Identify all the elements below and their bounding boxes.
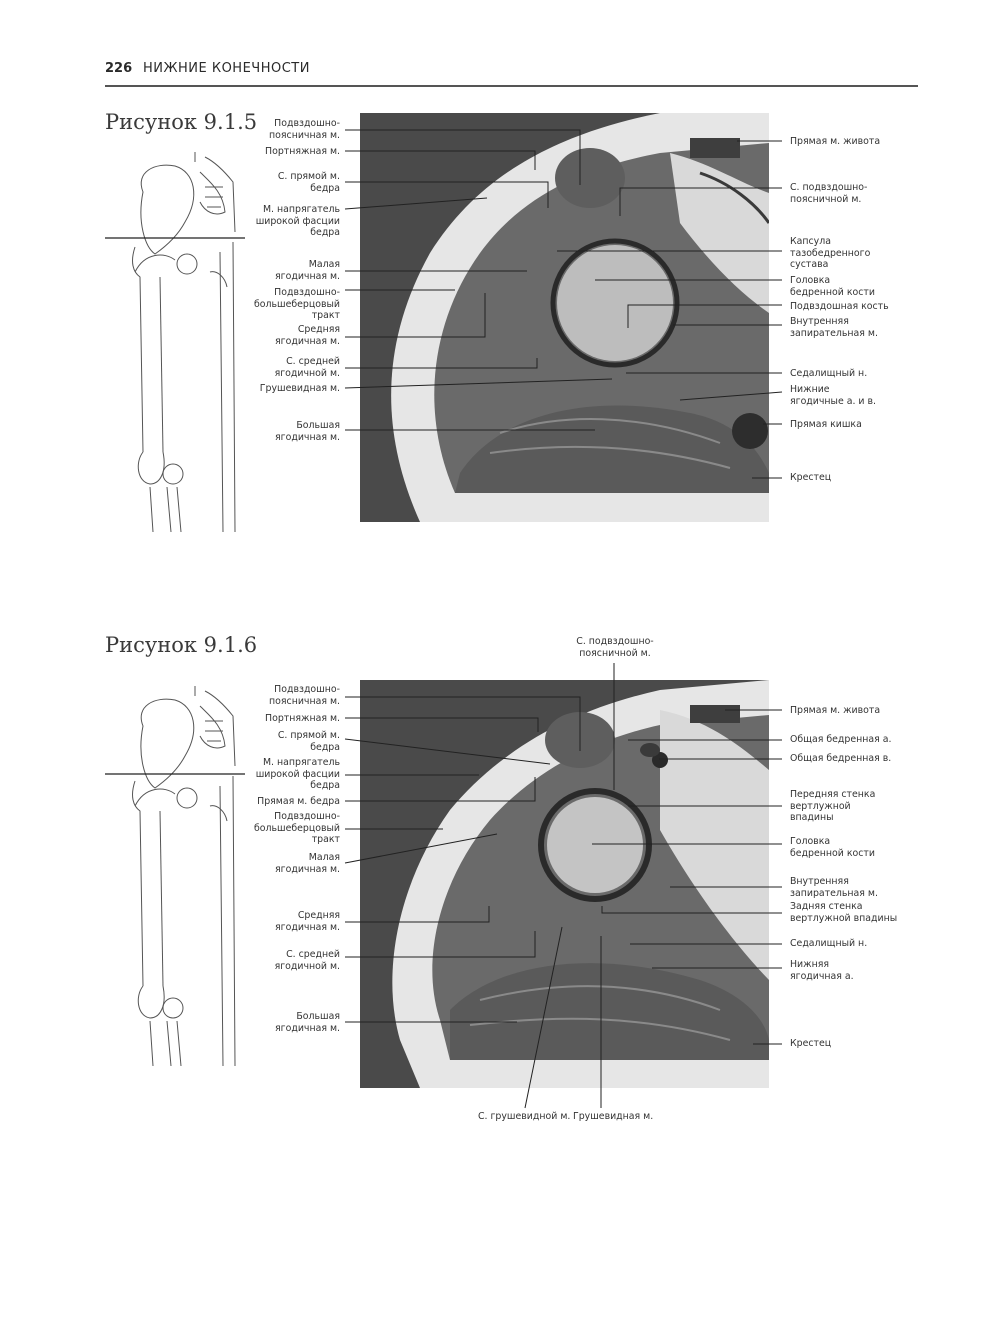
label-sartorius: Портняжная м. xyxy=(265,713,340,724)
label-obturator-internus: Внутренняя запирательная м. xyxy=(790,316,878,339)
label-femoral-head: Головка бедренной кости xyxy=(790,275,875,298)
label-gluteus-medius: Средняя ягодичная м. xyxy=(275,324,340,347)
label-gluteus-maximus: Большая ягодичная м. xyxy=(275,1011,340,1034)
label-sacrum: Крестец xyxy=(790,472,832,483)
label-tensor-fasciae-latae: М. напрягатель широкой фасции бедра xyxy=(255,757,340,791)
label-gluteus-medius: Средняя ягодичная м. xyxy=(275,910,340,933)
label-sciatic-nerve: Седалищный н. xyxy=(790,368,868,379)
label-sacrum: Крестец xyxy=(790,1038,832,1049)
label-posterior-acetabular-wall: Задняя стенка вертлужной впадины xyxy=(790,901,898,924)
section-title: НИЖНИЕ КОНЕЧНОСТИ xyxy=(143,61,310,76)
label-common-femoral-vein: Общая бедренная в. xyxy=(790,753,892,764)
label-hip-capsule: Капсула тазобедренного сустава xyxy=(790,236,871,270)
header-rule xyxy=(105,85,918,87)
label-rectus-abdominis: Прямая м. живота xyxy=(790,136,881,147)
label-rectus-femoris-tendon: С. прямой м. бедра xyxy=(277,171,340,194)
mri-axial-image xyxy=(360,680,769,1088)
label-gluteus-maximus: Большая ягодичная м. xyxy=(275,420,340,443)
label-iliopsoas-tendon: С. подвздошно- поясничной м. xyxy=(790,182,868,205)
label-tensor-fasciae-latae: М. напрягатель широкой фасции бедра xyxy=(255,204,340,238)
label-iliopsoas: Подвздошно- поясничная м. xyxy=(269,118,340,141)
label-sartorius: Портняжная м. xyxy=(265,146,340,157)
figure-title: Рисунок 9.1.6 xyxy=(105,633,258,657)
label-gluteus-medius-tendon: С. средней ягодичной м. xyxy=(274,949,340,972)
mri-axial-image xyxy=(360,113,769,522)
label-rectus-femoris: Прямая м. бедра xyxy=(257,796,340,807)
label-rectus-abdominis: Прямая м. живота xyxy=(790,705,881,716)
label-iliotibial-tract: Подвздошно- большеберцовый тракт xyxy=(253,287,340,321)
label-rectus-femoris-tendon: С. прямой м. бедра xyxy=(277,730,340,753)
label-rectum: Прямая кишка xyxy=(790,419,862,430)
label-piriformis-tendon: С. грушевидной м. xyxy=(478,1111,571,1122)
label-ilium: Подвздошная кость xyxy=(790,301,889,312)
label-gluteus-medius-tendon: С. средней ягодичной м. xyxy=(274,356,340,379)
label-gluteus-minimus: Малая ягодичная м. xyxy=(275,852,340,875)
figure-title: Рисунок 9.1.5 xyxy=(105,110,258,134)
label-sciatic-nerve: Седалищный н. xyxy=(790,938,868,949)
label-iliopsoas: Подвздошно- поясничная м. xyxy=(269,684,340,707)
label-iliotibial-tract: Подвздошно- большеберцовый тракт xyxy=(253,811,340,845)
label-gluteus-minimus: Малая ягодичная м. xyxy=(275,259,340,282)
label-inferior-gluteal-vessels: Нижние ягодичные а. и в. xyxy=(790,384,876,407)
page-header xyxy=(105,61,918,87)
page-number: 226 xyxy=(105,61,133,76)
label-piriformis: Грушевидная м. xyxy=(259,383,340,394)
label-iliopsoas-tendon-top: С. подвздошно- поясничной м. xyxy=(576,636,654,659)
label-anterior-acetabular-wall: Передняя стенка вертлужной впадины xyxy=(790,789,876,823)
label-obturator-internus: Внутренняя запирательная м. xyxy=(790,876,878,899)
label-inferior-gluteal-artery: Нижняя ягодичная а. xyxy=(790,959,854,982)
label-common-femoral-artery: Общая бедренная а. xyxy=(790,734,892,745)
label-femoral-head: Головка бедренной кости xyxy=(790,836,875,859)
label-piriformis: Грушевидная м. xyxy=(573,1111,654,1122)
